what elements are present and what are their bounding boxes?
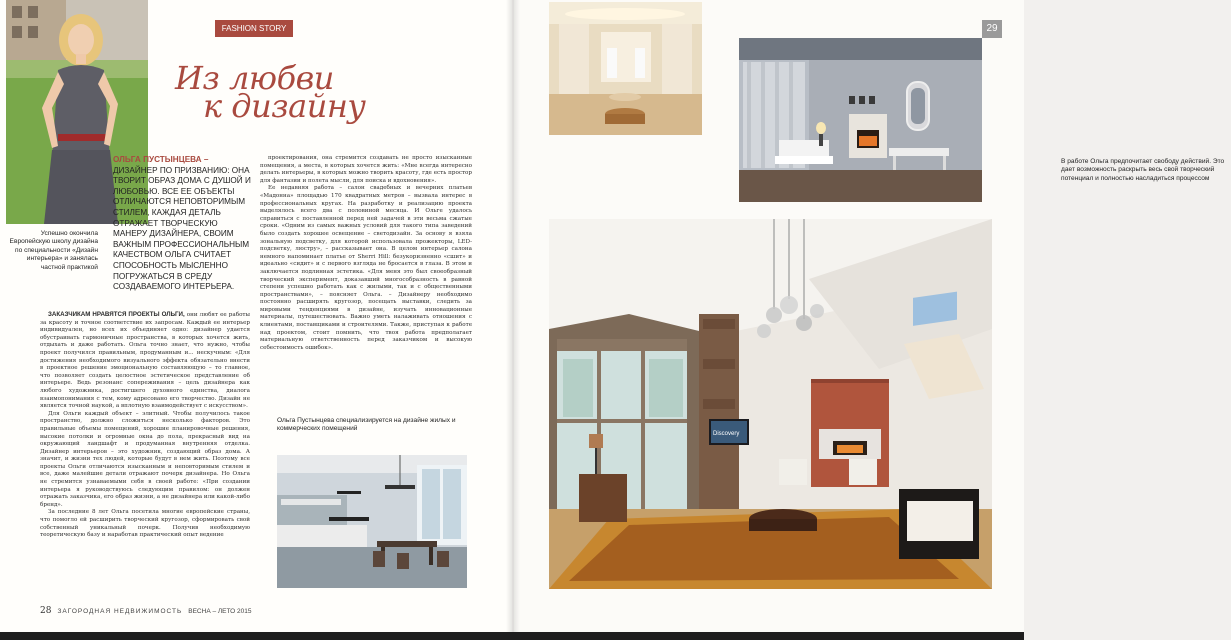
kitchen-caption: Ольга Пустынцева специализируется на дизайне жилых и коммерческих помещений <box>277 417 456 433</box>
living-room-photo <box>549 219 992 589</box>
tv-discovery-logo: Discovery <box>713 431 740 437</box>
right-page-number: 29 <box>982 20 1002 38</box>
body-paragraph: За последние 8 лет Ольга посетила многие европейские страны, что помогло ей расширить творческий кругозор, сформировать свой собственный уникальный почерк. Получив необходимую теоретическую базу и наработав практический опыт ведение <box>40 509 250 539</box>
bridal-salon-photo <box>549 2 702 135</box>
lead-name: ОЛЬГА ПУСТЫНЦЕВА – <box>113 155 209 164</box>
magazine-name: ЗАГОРОДНАЯ НЕДВИЖИМОСТЬ <box>57 608 183 615</box>
article-title <box>175 59 366 125</box>
body-column-2 <box>260 155 472 387</box>
bottom-edge <box>0 632 1024 640</box>
left-page-number: 28 <box>40 606 52 616</box>
fashion-story-tag: FASHION STORY <box>215 20 293 37</box>
body-paragraph: проектирования, она стремится создавать не просто изысканные помещения, а места, в которых хочется жить: «Мне всегда интересно делать интерьеры, в которых можно творить красоту, где есть простор для фантазии и полета мысли, для поиска и вдохновения». <box>260 155 472 184</box>
page-gutter <box>506 0 520 632</box>
bedroom-photo <box>739 38 982 202</box>
body-paragraph: они любят ее работы за красоту и точное соответствие их запросам. Каждый ее интерьер индивидуален, но всех их объединяет одно: дизайнер удается обустраивать гармоничные пространства, в которых хочется жить, отдыхать и даже работать. Ольга точно знает, что нужно, чтобы проект получился правильным, продуманным и... нескучным: «Для достижения необходимого визуального эффекта обязательно внести в проектное решение эмоциональную составляющую – то главное, что позволяет создать целостное эстетическое представление об интерьере. Ведь резонанс сопереживания – цель дизайнера как любого художника, достигшего духовного единства, диалога взаимопонимания с тем, кому адресовано его творчество. Дизайн не является точной наукой, а вплотную взаимодействует с искусством». <box>40 312 250 410</box>
issue-season: ВЕСНА – ЛЕТО 2015 <box>188 608 252 615</box>
body-column-1 <box>40 311 250 601</box>
lead-paragraph <box>113 155 253 293</box>
body-paragraph: Для Ольги каждый объект – элитный. Чтобы получилось такое пространство, должно сложиться несколько факторов. Это правильные объемы помещений, хорошие планировочные решения, высокие потолки и огромные окна до пола, прекрасный вид на окружающий ландшафт и продуманная внутренняя отделка. Дизайнер интерьеров – это художник, создающий образ дома. А значит, и жизни тех людей, которые будут в нем жить. Поэтому все проекты Ольги отличаются изысканным и неповторимым стилем и все, даже малейшие детали отражают почерк дизайнера. Но Ольга не стремится узнаваемыми себя в своей работе: «При создании интерьера я руководствуюсь следующим правилом: он должен отражать заказчика, его образ жизни, а не дизайнера или какой-либо бренд». <box>40 410 250 508</box>
left-footer <box>40 606 252 616</box>
portrait-caption: Успешно окончила Европейскую школу дизайна по специальности «Дизайн интерьера» и занялась частной практикой <box>9 230 98 271</box>
left-page <box>0 0 512 632</box>
title-line-1: Из любви <box>175 59 334 97</box>
body-lead-in: ЗАКАЗЧИКАМ НРАВЯТСЯ ПРОЕКТЫ ОЛЬГИ, <box>48 311 185 318</box>
lead-text: ДИЗАЙНЕР ПО ПРИЗВАНИЮ: ОНА ТВОРИТ ОБРАЗ ДОМА С ДУШОЙ И ЛЮБОВЬЮ. ВСЕ ЕЕ ОБЪЕКТЫ ОТЛИЧАЮТСЯ НЕПОВТОРИМЫМ СТИЛЕМ, КАЖДАЯ ДЕТАЛЬ ОТРАЖАЕТ ТВОРЧЕСКУЮ МАНЕРУ ДИЗАЙНЕРА, СВОИМ ВАЖНЫМ ПРОФЕССИОНАЛЬНЫМ КАЧЕСТВОМ ОЛЬГА СЧИТАЕТ СПОСОБНОСТЬ МЫСЛЕННО ПОГРУЖАТЬСЯ В СРЕДУ СОЗДАВАЕМОГО ИНТЕРЬЕРА. <box>113 165 251 292</box>
bedroom-caption: В работе Ольга предпочитает свободу действий. Это дает возможность раскрыть весь свой творческий потенциал и полностью насладиться процессом <box>1061 158 1225 182</box>
right-page <box>512 0 1225 632</box>
title-line-2: к дизайну <box>203 87 366 125</box>
body-paragraph: Ее недавняя работа – салон свадебных и вечерних платьев «Мадонна» площадью 170 квадратных метров – вызвала интерес в профессиональных кругах. На разработку и реализацию проекта выделялось всего два с половиной месяца. И Ольге удалось справиться с поставленной перед ней задачей в эти весьма сжатые сроки. «Одним из самых важных условий для такого типа заведений было создать хорошее освещение – светодизайн. За основу я взяла зональную подсветку, для которой использовала прожекторы, LED-подсветку, люстру», – рассказывает она. В целом интерьер салона немного напоминает платье от Sherri Hill: безукоризненно «сшит» и идеально «сидит» и с первого взгляда не бросается в глаза. В этом и заключается подлинная эстетика. «Для меня это был своеобразный творческий эксперимент, доказавший многособразность в равной степени успешно работать как с жилыми, так и с общественными пространствами», – поясняет Ольга. – Дизайнеру необходимо постоянно расширять кругозор, посещать выставки, следить за мировыми тенденциями в дизайне, изучать инновационные материалы, путешествовать. Важно уметь налаживать отношения с клиентами, поставщиками и строителями. Также, приступая к работе над проектом, стоит помнить, что твоя работа предполагает материальную ответственность перед заказчиком и высокую себестоимость ошибок». <box>260 185 472 351</box>
kitchen-photo <box>277 455 467 588</box>
